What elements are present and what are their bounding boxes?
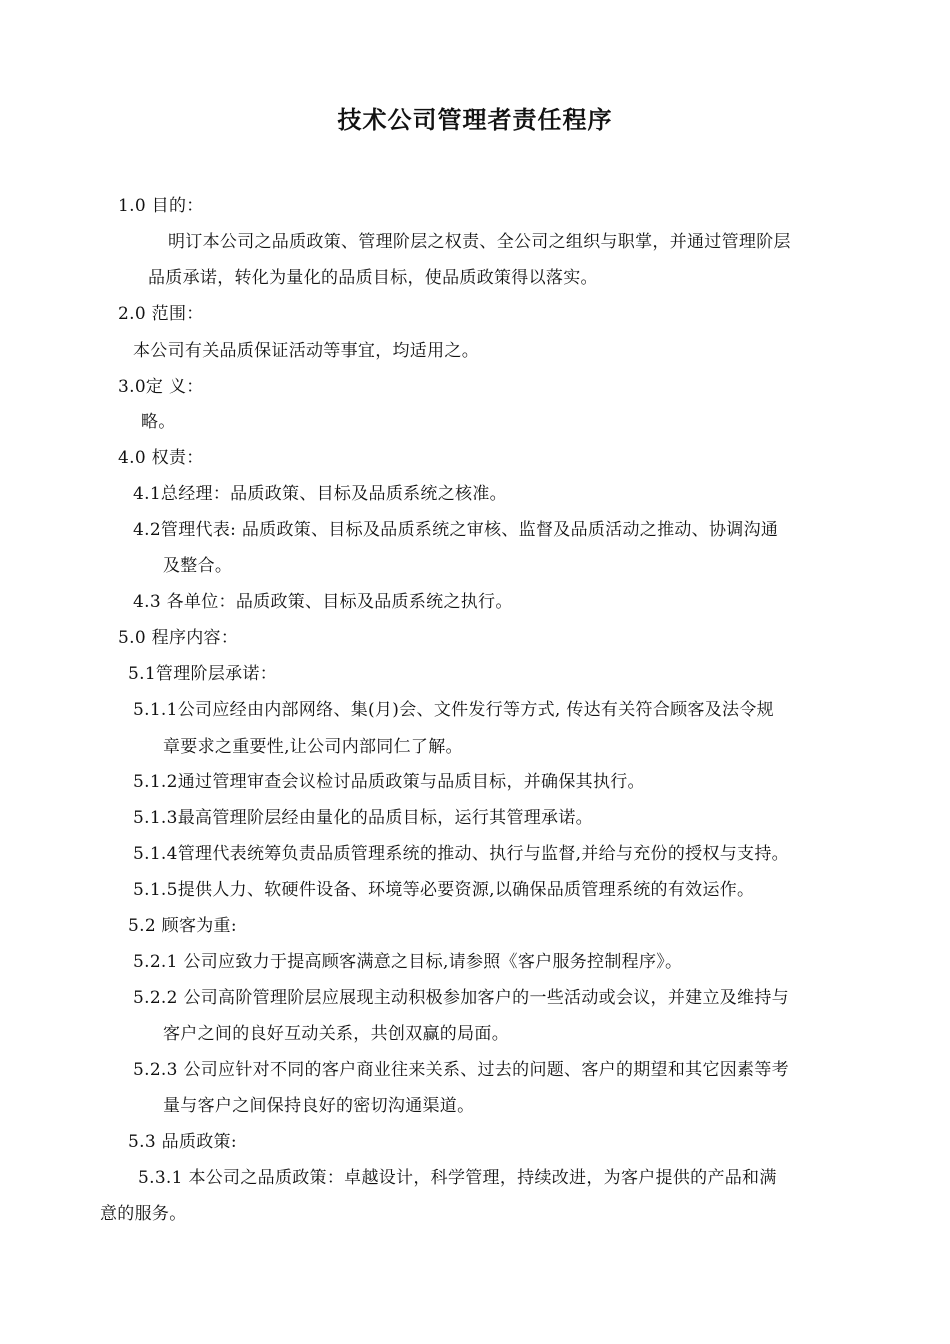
- list-item: 4.3 各单位：品质政策、目标及品质系统之执行。: [133, 592, 513, 612]
- list-item: 5.1.1公司应经由内部网络、集(月)会、文件发行等方式, 传达有关符合顾客及法令规: [133, 700, 774, 720]
- paragraph-line: 品质承诺，转化为量化的品质目标，使品质政策得以落实。: [148, 268, 598, 288]
- list-item: 5.1.2通过管理审查会议检讨品质政策与品质目标，并确保其执行。: [133, 772, 645, 792]
- section-heading-procedure: 5.0 程序内容：: [118, 628, 239, 648]
- list-item: 5.2.1 公司应致力于提高顾客满意之目标,请参照《客户服务控制程序》。: [133, 952, 683, 972]
- list-item: 4.2管理代表: 品质政策、目标及品质系统之审核、监督及品质活动之推动、协调沟通: [133, 520, 779, 540]
- list-item: 5.2.3 公司应针对不同的客户商业往来关系、过去的问题、客户的期望和其它因素等考: [133, 1060, 789, 1080]
- paragraph-line: 略。: [141, 412, 176, 432]
- section-heading-scope: 2.0 范围：: [118, 304, 204, 324]
- section-heading-purpose: 1.0 目的：: [118, 196, 204, 216]
- subsection-heading: 5.3 品质政策:: [128, 1132, 237, 1152]
- paragraph-line: 本公司有关品质保证活动等事宜，均适用之。: [133, 341, 479, 361]
- paragraph-line: 明订本公司之品质政策、管理阶层之权责、全公司之组织与职掌，并通过管理阶层: [168, 232, 791, 252]
- document-title: 技术公司管理者责任程序: [337, 106, 613, 134]
- list-item-continuation: 客户之间的良好互动关系，共创双赢的局面。: [163, 1024, 509, 1044]
- list-item-continuation: 及整合。: [163, 556, 233, 576]
- subsection-heading: 5.1管理阶层承诺：: [128, 664, 278, 684]
- section-heading-definition: 3.0定 义：: [118, 377, 204, 397]
- list-item-continuation: 章要求之重要性,让公司内部同仁了解。: [163, 737, 463, 757]
- list-item: 5.1.3最高管理阶层经由量化的品质目标，运行其管理承诺。: [133, 808, 593, 828]
- list-item-continuation: 意的服务。: [100, 1204, 187, 1224]
- list-item: 5.2.2 公司高阶管理阶层应展现主动积极参加客户的一些活动或会议，并建立及维持与: [133, 988, 789, 1008]
- list-item: 4.1总经理：品质政策、目标及品质系统之核准。: [133, 484, 507, 504]
- list-item: 5.1.5提供人力、软硬件设备、环境等必要资源,以确保品质管理系统的有效运作。: [133, 880, 755, 900]
- subsection-heading: 5.2 顾客为重:: [128, 916, 237, 936]
- section-heading-responsibility: 4.0 权责：: [118, 448, 204, 468]
- list-item: 5.3.1 本公司之品质政策：卓越设计，科学管理，持续改进，为客户提供的产品和满: [138, 1168, 777, 1188]
- list-item: 5.1.4管理代表统筹负责品质管理系统的推动、执行与监督,并给与充份的授权与支持。: [133, 844, 789, 864]
- list-item-continuation: 量与客户之间保持良好的密切沟通渠道。: [163, 1096, 475, 1116]
